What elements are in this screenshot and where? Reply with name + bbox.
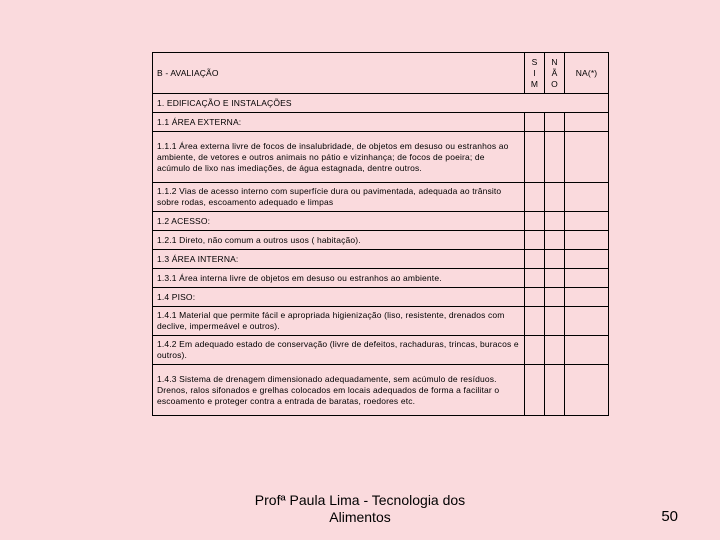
nao-cell[interactable] — [545, 307, 565, 336]
evaluation-checklist-table — [152, 52, 609, 416]
sim-cell[interactable] — [525, 183, 545, 212]
na-cell[interactable] — [565, 132, 609, 183]
nao-cell[interactable] — [545, 365, 565, 416]
row-text: 1.3.1 Área interna livre de objetos em desuso ou estranhos ao ambiente. — [153, 269, 525, 288]
na-cell[interactable] — [565, 113, 609, 132]
column-header-nao-letter: O — [551, 78, 558, 89]
nao-cell[interactable] — [545, 113, 565, 132]
page-number: 50 — [661, 508, 678, 525]
na-cell[interactable] — [565, 250, 609, 269]
na-cell[interactable] — [565, 231, 609, 250]
sim-cell[interactable] — [525, 250, 545, 269]
section-title: B - AVALIAÇÃO — [153, 53, 525, 94]
row-text: 1.4.2 Em adequado estado de conservação (livre de defeitos, rachaduras, trincas, buracos e outros). — [153, 336, 525, 365]
table-row — [153, 269, 609, 288]
sim-cell[interactable] — [525, 288, 545, 307]
na-cell[interactable] — [565, 365, 609, 416]
column-header-na: NA(*) — [565, 53, 609, 94]
table-row — [153, 231, 609, 250]
sim-cell[interactable] — [525, 336, 545, 365]
row-text: 1.4.3 Sistema de drenagem dimensionado adequadamente, sem acúmulo de resíduos. Drenos, ralos sifonados e grelhas colocados em locais adequados de forma a facilitar o escoamento e proteger contra a entrada de baratas, roedores etc. — [153, 365, 525, 416]
nao-cell[interactable] — [545, 250, 565, 269]
column-header-sim-letter: M — [530, 78, 539, 89]
sim-cell[interactable] — [525, 365, 545, 416]
sim-cell[interactable] — [525, 307, 545, 336]
column-header-nao-letter: N — [551, 56, 558, 67]
row-text: 1.3 ÁREA INTERNA: — [153, 250, 525, 269]
table-row — [153, 336, 609, 365]
sim-cell[interactable] — [525, 231, 545, 250]
table-row — [153, 212, 609, 231]
table-row — [153, 250, 609, 269]
table-row — [153, 132, 609, 183]
row-text: 1.4 PISO: — [153, 288, 525, 307]
row-text: 1.1.1 Área externa livre de focos de insalubridade, de objetos em desuso ou estranhos ao ambiente, de vetores e outros animais no pátio e vizinhança; de focos de poeira; de acúmulo de lixo nas imediações, de água estagnada, dentre outros. — [153, 132, 525, 183]
footer-author: Profª Paula Lima - Tecnologia dos Alimentos — [254, 492, 466, 525]
row-text: 1.2 ACESSO: — [153, 212, 525, 231]
nao-cell[interactable] — [545, 336, 565, 365]
row-text-section-heading: 1. EDIFICAÇÃO E INSTALAÇÕES — [153, 94, 609, 113]
nao-cell[interactable] — [545, 269, 565, 288]
nao-cell[interactable] — [545, 288, 565, 307]
sim-cell[interactable] — [525, 132, 545, 183]
na-cell[interactable] — [565, 307, 609, 336]
row-text: 1.2.1 Direto, não comum a outros usos ( habitação). — [153, 231, 525, 250]
sim-cell[interactable] — [525, 269, 545, 288]
table-row — [153, 288, 609, 307]
row-text: 1.1 ÁREA EXTERNA: — [153, 113, 525, 132]
na-cell[interactable] — [565, 288, 609, 307]
column-header-sim — [525, 53, 545, 94]
nao-cell[interactable] — [545, 231, 565, 250]
na-cell[interactable] — [565, 212, 609, 231]
table-header-row — [153, 53, 609, 94]
column-header-nao-letter: Ã — [551, 67, 558, 78]
table-row — [153, 113, 609, 132]
nao-cell[interactable] — [545, 212, 565, 231]
table-row — [153, 94, 609, 113]
nao-cell[interactable] — [545, 183, 565, 212]
sim-cell[interactable] — [525, 113, 545, 132]
row-text: 1.4.1 Material que permite fácil e apropriada higienização (liso, resistente, drenados com declive, impermeável e outros). — [153, 307, 525, 336]
column-header-sim-letter: I — [533, 67, 536, 78]
na-cell[interactable] — [565, 336, 609, 365]
na-cell[interactable] — [565, 269, 609, 288]
column-header-nao — [545, 53, 565, 94]
na-cell[interactable] — [565, 183, 609, 212]
table-row — [153, 183, 609, 212]
table-row — [153, 307, 609, 336]
table-row — [153, 365, 609, 416]
nao-cell[interactable] — [545, 132, 565, 183]
row-text: 1.1.2 Vias de acesso interno com superfície dura ou pavimentada, adequada ao trânsito sobre rodas, escoamento adequado e limpas — [153, 183, 525, 212]
sim-cell[interactable] — [525, 212, 545, 231]
column-header-sim-letter: S — [531, 56, 538, 67]
